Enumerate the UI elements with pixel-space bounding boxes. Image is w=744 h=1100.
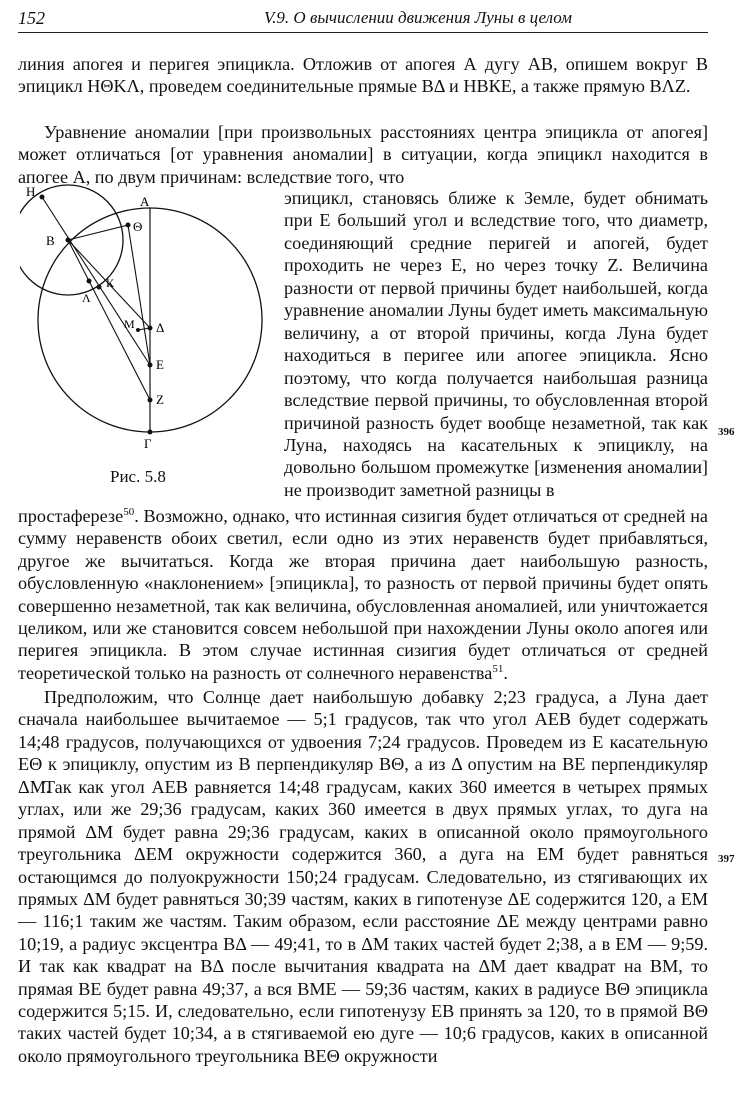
label-e: Е: [156, 357, 164, 372]
label-theta: Θ: [133, 219, 143, 234]
point-delta: [148, 326, 153, 331]
p3-text-main: . Возможно, однако, что истинная сизигия будет отличаться от средней на сумму неравенств обоих светил, если одно из этих неравенств будет прибавляться, другое же вычитаться. Когда же вторая причина дает наибольшую разность, обусловленную «наклонением» [эпицикла], то разность от первой причины будет опять совершенно незаметной, так как величина, обусловленная аномалией, или уничтожается целиком, или же становится совсем небольшой при нахождении Луны около апогея или перигея эпицикла. В этом случае истинная сизигия будет отличаться от средней теоретической только на разность от солнечного неравенства: [18, 506, 708, 683]
figure-5-8: [20, 180, 270, 470]
point-gamma: [148, 430, 153, 435]
point-k: [97, 285, 102, 290]
page-header: [18, 6, 708, 33]
line-b-theta: [68, 225, 128, 240]
label-lambda: Λ: [82, 291, 91, 305]
running-title: V.9. О вычислении движения Луны в целом: [263, 8, 573, 27]
margin-page-ref-396: 396: [718, 426, 735, 438]
label-delta: Δ: [156, 320, 165, 335]
point-b: [66, 238, 71, 243]
paragraph-4: Предположим, что Солнце дает наибольшую добавку 2;23 градуса, а Луна дает сначала наибольшее вычитаемое — 5;1 градусов, так что угол АЕВ будет содержать 14;48 градусов, получающихся от удвоения 7;24 градусов. Проведем из Е касательную ЕΘ к эпициклу, опустим из В перпендикуляр ΒΘ, а из Δ опустим на ВЕ перпендикуляр ΔΜ.: [18, 687, 708, 797]
wrapped-paragraph: эпицикл, становясь ближе к Земле, будет обнимать при Е больший угол и вследствие того, что диаметр, соединяющий средние перигей и апогей, будет проходить не через Е, но через точку Ζ. Величина разности от первой причины будет наибольшей, когда уравнение аномалии Луны будет иметь максимальную величину, а от второй причины, когда Луна будет находиться в перигее или апогее эпицикла. Ясно поэтому, что когда получается наибольшая разница вследствие первой причины, то обусловленная второй причиной разность будет вообще незаметной, так как Луна, находясь на касательных к эпициклу, на довольно большом промежутке [изменения аномалии] не производит заметной разницы в: [284, 188, 708, 500]
point-m: [136, 328, 140, 332]
paragraph-5: Так как угол АЕВ равняется 14;48 градусам, каких 360 имеется в четырех прямых углах, или же 29;36 градусам, каких 360 имеется в двух прямых углах, то дуга на прямой ΔΜ будет равна 29;36 градусам, каких в описанной около прямоугольного треугольника ΔΕΜ окружности содержится 360, а дуга на ΕΜ будет равняться остающимся до полуокружности 150;24 градусам. Следовательно, из стягивающих их прямых ΔΜ будет равняться 30;39 частям, каких в гипотенузе ΔΕ содержится 120, а ΕΜ — 116;1 таким же частям. Таким образом, если расстояние ΔΕ между центрами равно 10;19, а радиус эксцентра ΒΔ — 49;41, то в ΔΜ таких частей будет 2;38, а в ΕΜ — 9;59. И так как квадрат на ΒΔ после вычитания квадрата на ΔΜ дает квадрат на ΒΜ, то прямая ΒΕ будет равна 49;37, а вся ΒΜΕ — 59;36 частям, каких в радиусе ΒΘ эпицикла содержится 5;15. И, следовательно, если гипотенузу ΕΒ принять за 120, то в прямой ΒΘ таких частей будет 10;34, а в стягиваемой ею дуге — 10;6 градусов, каких в описанной около прямоугольного треугольника ΒΕΘ окружности: [18, 777, 708, 1066]
page-number: 152: [18, 8, 45, 28]
label-z: Ζ: [156, 392, 164, 407]
footnote-ref-51: 51: [492, 662, 504, 675]
margin-page-ref-397: 397: [718, 853, 735, 865]
label-a: А: [140, 194, 150, 209]
paragraph-2: Уравнение аномалии [при произвольных расстояниях центра эпицикла от апогея] может отличаться [от уравнения аномалии] в ситуации, когда эпицикл находится в апогее А, по двум причинам: вследствие того, что: [18, 122, 708, 187]
figure-caption: Рис. 5.8: [110, 467, 166, 486]
point-lambda: [87, 279, 92, 284]
label-m: М: [124, 317, 135, 331]
label-h: Н: [26, 184, 36, 199]
label-gamma: Γ: [144, 436, 152, 451]
label-b: В: [46, 233, 55, 248]
point-z: [148, 398, 153, 403]
point-h: [40, 195, 45, 200]
paragraph-1: линия апогея и перигея эпицикла. Отложив от апогея А дугу АВ, опишем вокруг В эпицикл НΘΚΛ, проведем соединительные прямые ΒΔ и НВКЕ, а также прямую ΒΛΖ.: [18, 54, 708, 97]
label-k: К: [106, 276, 115, 290]
point-e: [148, 363, 153, 368]
line-theta-e: [128, 225, 150, 365]
line-b-lambda-z: [68, 240, 150, 400]
p3-text-end: .: [503, 662, 508, 683]
paragraph-3: [18, 505, 708, 684]
epicycle-diagram: [20, 180, 270, 470]
footnote-ref-50: 50: [123, 505, 135, 518]
p3-text-start: простаферезе: [18, 506, 124, 526]
point-theta: [126, 223, 131, 228]
